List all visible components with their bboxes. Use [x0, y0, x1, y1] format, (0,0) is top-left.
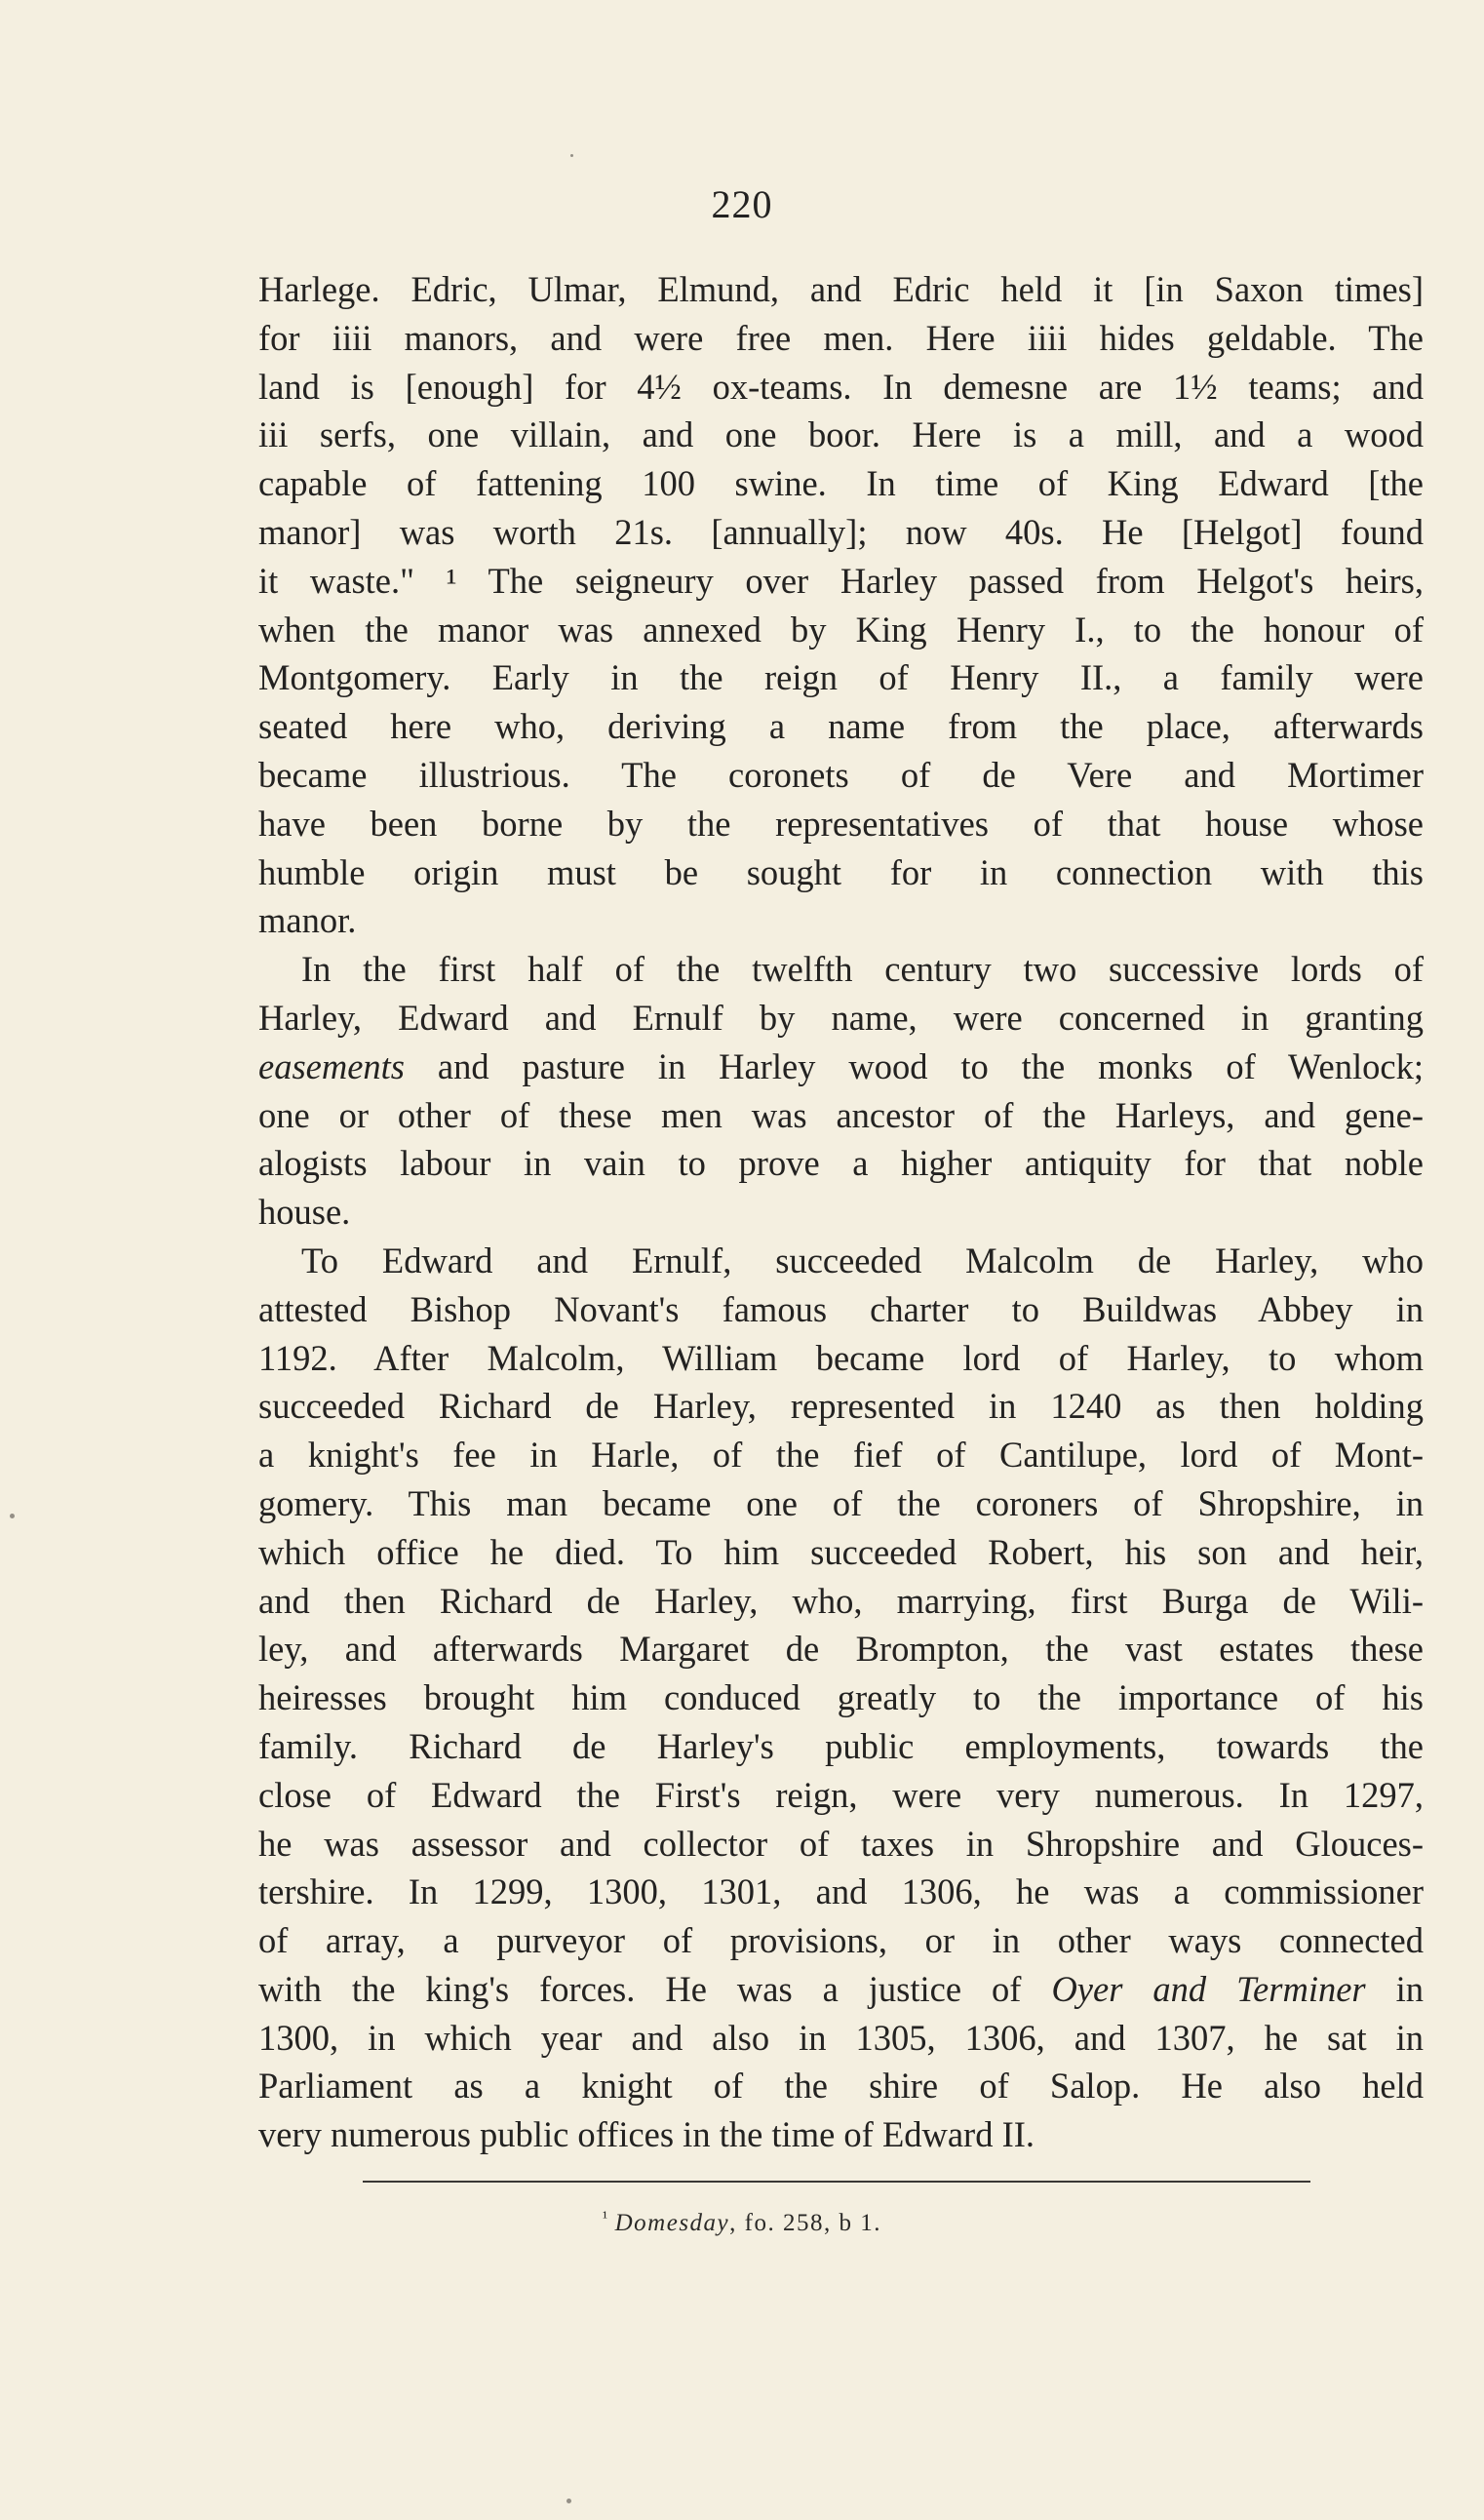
text-line: attested Bishop Novant's famous charter to Buildwas Abbey in [258, 1288, 1424, 1329]
paragraph-1 [258, 265, 1424, 945]
text-line: he was assessor and collector of taxes in Shropshire and Glouces- [258, 1823, 1424, 1864]
footnote-divider [363, 2181, 1310, 2183]
text-line: Harley, Edward and Ernulf by name, were concerned in granting [258, 997, 1424, 1038]
text-line: it waste." ¹ The seigneury over Harley passed from Helgot's heirs, [258, 560, 1424, 601]
text-line: when the manor was annexed by King Henry I., to the honour of [258, 609, 1424, 650]
text-run: and pasture in Harley wood to the monks of Wenlock; [405, 1045, 1424, 1086]
footnote-marker: ¹ [603, 2208, 609, 2226]
paper-speck [570, 154, 573, 157]
paper-speck [10, 1514, 15, 1518]
text-line: and then Richard de Harley, who, marrying, first Burga de Wili- [258, 1580, 1424, 1621]
text-line: land is [enough] for 4½ ox-teams. In demesne are 1½ teams; and [258, 366, 1424, 407]
italic-term: Oyer and Terminer [1051, 1968, 1366, 2009]
text-line: Parliament as a knight of the shire of Salop. He also held [258, 2066, 1424, 2107]
text-line: gomery. This man became one of the coroners of Shropshire, in [258, 1482, 1424, 1523]
text-run: in [1365, 1968, 1424, 2009]
text-line: a knight's fee in Harle, of the fief of Cantilupe, lord of Mont- [258, 1435, 1424, 1476]
paragraph-2 [258, 945, 1424, 1237]
paper-speck [566, 2499, 571, 2503]
text-line: of array, a purveyor of provisions, or in other ways connected [258, 1920, 1424, 1961]
paragraph-3 [258, 1237, 1424, 2159]
footnote-source-title: Domesday [614, 2210, 730, 2236]
text-line: succeeded Richard de Harley, represented in 1240 as then holding [258, 1386, 1424, 1427]
text-line: very numerous public offices in the time of Edward II. [258, 2114, 1035, 2155]
text-run: with the king's forces. He was a justice of [258, 1968, 1052, 2009]
text-line: house. [258, 1192, 351, 1233]
text-line: alogists labour in vain to prove a higher antiquity for that noble [258, 1143, 1424, 1184]
text-line: family. Richard de Harley's public employments, towards the [258, 1725, 1424, 1766]
footnote [0, 2208, 1484, 2237]
text-line: iii serfs, one villain, and one boor. Here is a mill, and a wood [258, 414, 1424, 455]
text-line: became illustrious. The coronets of de Vere and Mortimer [258, 754, 1424, 795]
text-line: manor. [258, 900, 357, 941]
text-line: 1300, in which year and also in 1305, 1306, and 1307, he sat in [258, 2017, 1424, 2058]
text-line: seated here who, deriving a name from the place, afterwards [258, 706, 1424, 747]
text-line: To Edward and Ernulf, succeeded Malcolm de Harley, who [301, 1240, 1424, 1280]
text-line: ley, and afterwards Margaret de Brompton, the vast estates these [258, 1629, 1424, 1670]
italic-term: easements [258, 1045, 406, 1086]
text-line-with-italic [258, 1043, 1424, 1091]
text-line: close of Edward the First's reign, were very numerous. In 1297, [258, 1774, 1424, 1815]
text-line: Harlege. Edric, Ulmar, Elmund, and Edric held it [in Saxon times] [258, 269, 1424, 309]
text-line: heiresses brought him conduced greatly to the importance of his [258, 1677, 1424, 1718]
text-line: for iiii manors, and were free men. Here iiii hides geldable. The [258, 317, 1424, 358]
footnote-reference: , fo. 258, b 1. [729, 2210, 881, 2236]
text-line: 1192. After Malcolm, William became lord of Harley, to whom [258, 1337, 1424, 1378]
text-line-with-italic [258, 1965, 1424, 2014]
text-line: one or other of these men was ancestor of the Harleys, and gene- [258, 1094, 1424, 1135]
text-line: manor] was worth 21s. [annually]; now 40s. He [Helgot] found [258, 511, 1424, 552]
text-line: humble origin must be sought for in connection with this [258, 851, 1424, 892]
page-number: 220 [711, 182, 773, 226]
text-line: capable of fattening 100 swine. In time of King Edward [the [258, 463, 1424, 504]
body-text [258, 265, 1424, 2159]
text-line: have been borne by the representatives of that house whose [258, 803, 1424, 844]
text-line: tershire. In 1299, 1300, 1301, and 1306, he was a commissioner [258, 1871, 1424, 1912]
text-line: In the first half of the twelfth century two successive lords of [301, 949, 1424, 990]
text-line: Montgomery. Early in the reign of Henry II., a family were [258, 657, 1424, 698]
text-line: which office he died. To him succeeded Robert, his son and heir, [258, 1531, 1424, 1572]
